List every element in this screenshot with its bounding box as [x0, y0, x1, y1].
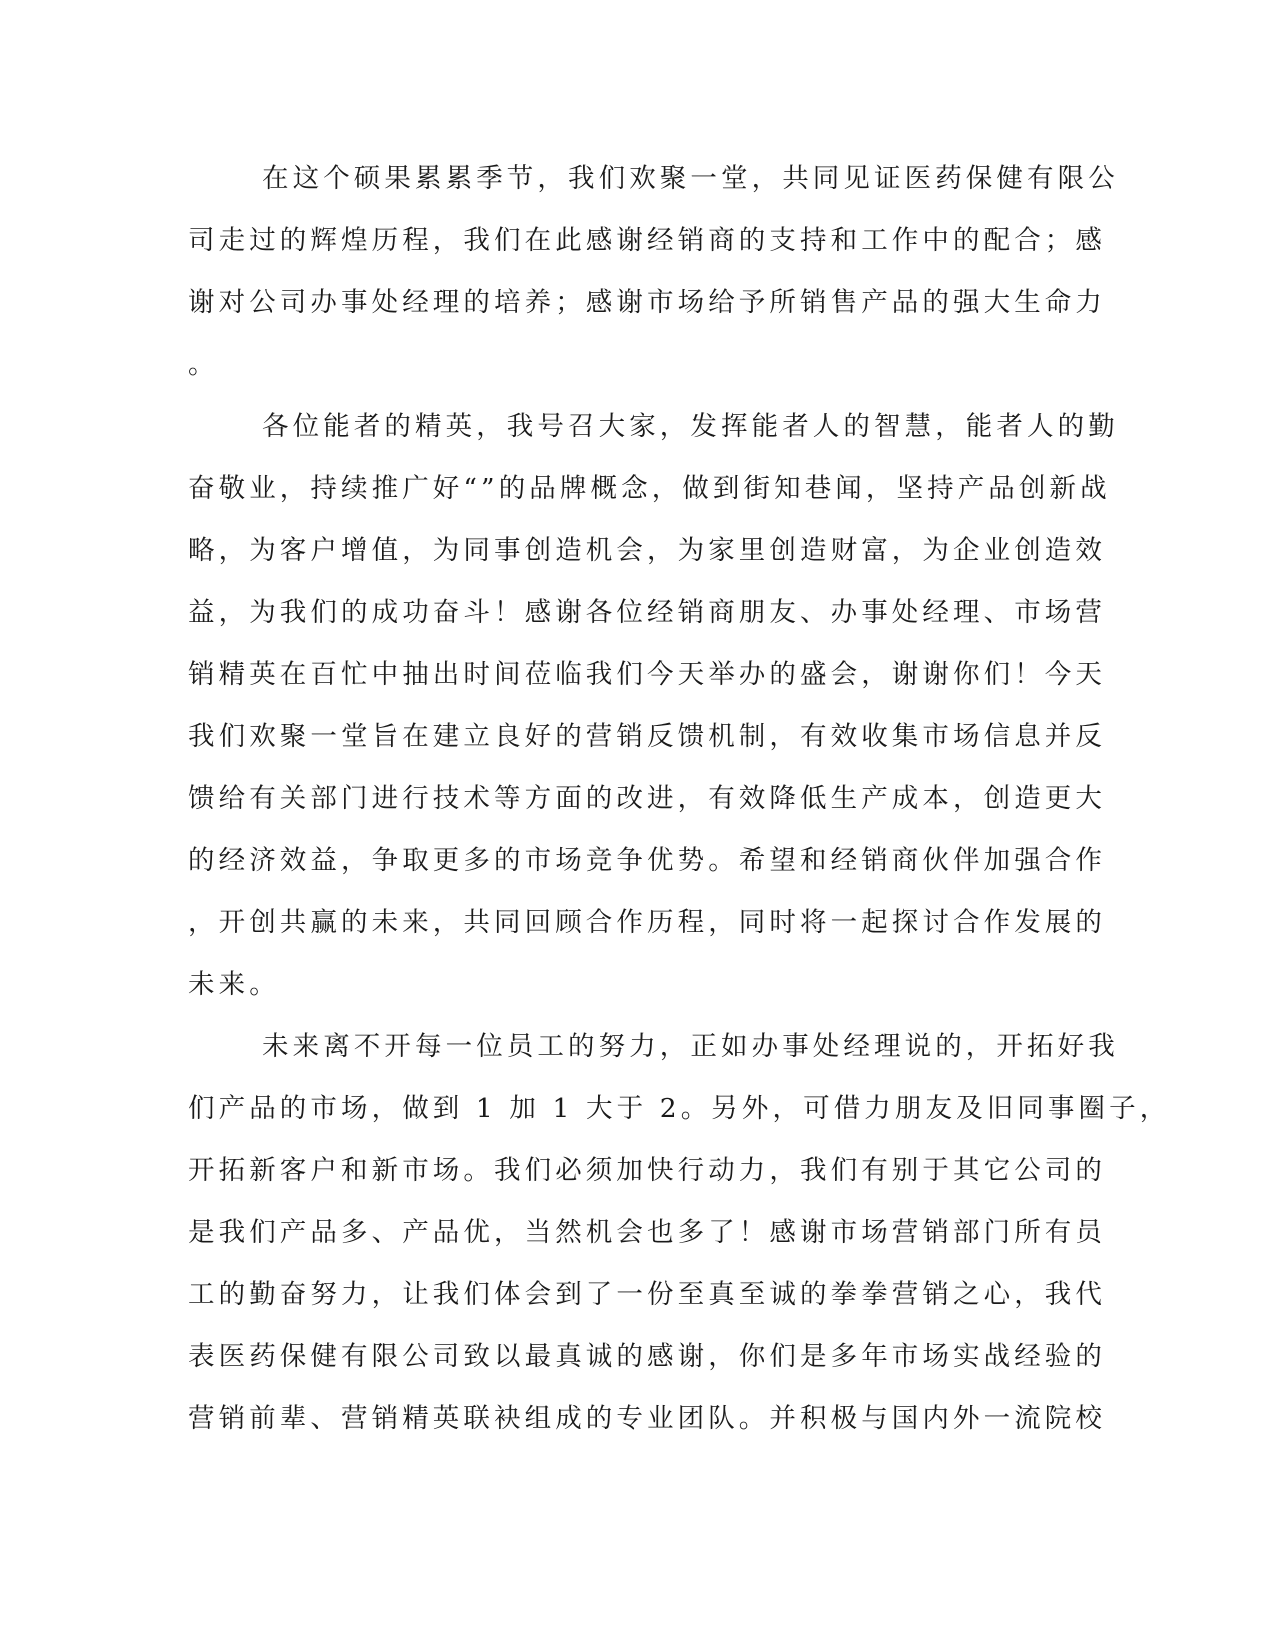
text-line: 在这个硕果累累季节，我们欢聚一堂，共同见证医药保健有限公 — [262, 163, 1119, 194]
text-line: 我们欢聚一堂旨在建立良好的营销反馈机制，有效收集市场信息并反 — [188, 721, 1106, 752]
text-line: 未来离不开每一位员工的努力，正如办事处经理说的，开拓好我 — [262, 1031, 1119, 1062]
text-line: 各位能者的精英，我号召大家，发挥能者人的智慧，能者人的勤 — [262, 411, 1119, 442]
text-line: 表医药保健有限公司致以最真诚的感谢，你们是多年市场实战经验的 — [188, 1341, 1106, 1372]
text-line: 略，为客户增值，为同事创造机会，为家里创造财富，为企业创造效 — [188, 535, 1106, 566]
document-body — [188, 160, 1171, 1462]
text-line: 奋敬业，持续推广好“”的品牌概念，做到街知巷闻，坚持产品创新战 — [188, 473, 1111, 504]
text-line: 益，为我们的成功奋斗！感谢各位经销商朋友、办事处经理、市场营 — [188, 597, 1106, 628]
paragraph-1 — [188, 160, 1119, 384]
text-line: 的经济效益，争取更多的市场竞争优势。希望和经销商伙伴加强合作 — [188, 845, 1106, 876]
text-line: 营销前辈、营销精英联袂组成的专业团队。并积极与国内外一流院校 — [188, 1403, 1106, 1434]
text-line: 馈给有关部门进行技术等方面的改进，有效降低生产成本，创造更大 — [188, 783, 1106, 814]
text-line: 销精英在百忙中抽出时间莅临我们今天举办的盛会，谢谢你们！今天 — [188, 659, 1106, 690]
paragraph-2 — [188, 408, 1119, 1004]
text-line: 开拓新客户和新市场。我们必须加快行动力，我们有别于其它公司的 — [188, 1155, 1106, 1186]
text-line: 司走过的辉煌历程，我们在此感谢经销商的支持和工作中的配合；感 — [188, 225, 1106, 256]
paragraph-3 — [188, 1028, 1171, 1438]
text-line: 们产品的市场，做到 1 加 1 大于 2。另外，可借力朋友及旧同事圈子， — [188, 1093, 1171, 1124]
text-line: 谢对公司办事处经理的培养；感谢市场给予所销售产品的强大生命力 — [188, 287, 1106, 318]
text-line: 未来。 — [188, 969, 280, 1000]
text-line: 工的勤奋努力，让我们体会到了一份至真至诚的拳拳营销之心，我代 — [188, 1279, 1106, 1310]
text-line: 。 — [188, 349, 219, 380]
text-line: ，开创共赢的未来，共同回顾合作历程，同时将一起探讨合作发展的 — [188, 907, 1106, 938]
text-line: 是我们产品多、产品优，当然机会也多了！感谢市场营销部门所有员 — [188, 1217, 1106, 1248]
